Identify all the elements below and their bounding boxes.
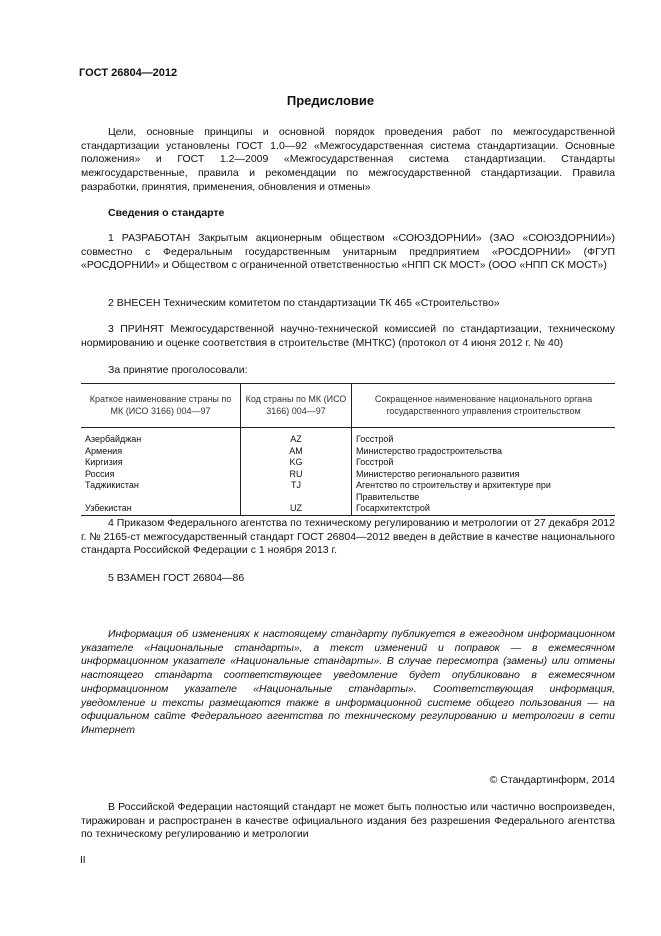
table-row: [81, 446, 615, 458]
table-row: [81, 457, 615, 469]
table-cell-code: TJ: [241, 480, 352, 503]
table-cell-code: UZ: [241, 503, 352, 515]
intro-paragraph: Цели, основные принципы и основной порядок проведения работ по межгосударственной стандартизации установлены ГОСТ 1.0—92 «Межгосударственная система стандартизации. Основные положения» и ГОСТ 1.2—2009 «Межгосударственная система стандартизации. Стандарты межгосударственные, правила и рекомендации по межгосударственной стандартизации. Правила разработки, принятия, применения, обновления и отмены»: [81, 126, 615, 193]
info-note-paragraph: Информация об изменениях к настоящему стандарту публикуется в ежегодном информационном указателе «Национальные стандарты», а текст изменений и поправок — в ежемесячном информационном указателе «Национальные стандарты». В случае пересмотра (замены) или отмены настоящего стандарта соответствующее уведомление будет опубликовано в ежемесячном информационном указателе «Национальные стандарты». Соответствующая информация, уведомление и тексты размещаются также в информационной системе общего пользования — на официальном сайте Федерального агентства по техническому регулированию и метрологии в сети Интернет: [81, 628, 615, 736]
item-5-paragraph: 5 ВЗАМЕН ГОСТ 26804—86: [108, 572, 245, 584]
table-cell-body: Агентство по строительству и архитектуре при Правительстве: [356, 480, 551, 502]
table-header-country: Краткое наименование страны по МК (ИСО 3166) 004—97: [89, 394, 232, 416]
section-heading: Сведения о стандарте: [108, 207, 225, 219]
table-cell-code: AM: [241, 446, 352, 458]
vote-label: За принятие проголосовали:: [108, 364, 248, 376]
table-header-body: Сокращенное наименование национального органа государственного управления строительством: [374, 394, 593, 416]
page-number: II: [80, 855, 86, 866]
table-header-row: [81, 384, 615, 428]
reproduction-notice: В Российской Федерации настоящий стандарт не может быть полностью или частично воспроизведен, тиражирован и распространен в качестве официального издания без разрешения Федерального агентства по техническому регулированию и метрологии: [81, 801, 615, 841]
item-2-paragraph: 2 ВНЕСЕН Техническим комитетом по стандартизации ТК 465 «Строительство»: [108, 297, 500, 309]
item-3-paragraph: 3 ПРИНЯТ Межгосударственной научно-технической комиссией по стандартизации, техническому нормированию и оценке соответствия в строительстве (МНТКС) (протокол от 4 июня 2012 г. № 40): [81, 323, 615, 349]
table-cell-body: Министерство регионального развития: [356, 468, 520, 479]
copyright-notice: © Стандартинформ, 2014: [489, 774, 615, 786]
item-1-paragraph: 1 РАЗРАБОТАН Закрытым акционерным обществом «СОЮЗДОРНИИ» (ЗАО «СОЮЗДОРНИИ») совместно с Федеральным государственным унитарным предприятием «РОСДОРНИИ» (ФГУП «РОСДОРНИИ» и Обществом с ограниченной ответственностью «НПП СК МОСТ» (ООО «НПП СК МОСТ»): [81, 232, 615, 272]
table-cell-country: Киргизия: [85, 457, 123, 467]
table-cell-body: Министерство градостроительства: [356, 445, 503, 456]
table-cell-country: Таджикистан: [85, 480, 139, 490]
table-cell-code: RU: [241, 469, 352, 481]
table-row: [81, 480, 615, 503]
table-row: [81, 469, 615, 481]
table-cell-country: Армения: [85, 445, 123, 456]
table-header-code: Код страны по МК (ИСО 3166) 004—97: [241, 384, 352, 428]
table-cell-country: Россия: [85, 468, 115, 479]
page-title: Предисловие: [286, 93, 375, 108]
table-cell-code: KG: [241, 457, 352, 469]
table-cell-body: Госстрой: [356, 457, 394, 467]
document-header-id: ГОСТ 26804—2012: [79, 67, 178, 79]
table-cell-code: AZ: [241, 428, 352, 446]
table-cell-country: Узбекистан: [85, 503, 132, 513]
table-cell-body: Госстрой: [356, 434, 394, 444]
item-4-paragraph: 4 Приказом Федерального агентства по техническому регулированию и метрологии от 27 декабря 2012 г. № 2165-ст межгосударственный стандарт ГОСТ 26804—2012 введен в действие в качестве национального стандарта Российской Федерации с 1 ноября 2013 г.: [81, 517, 615, 557]
table-row: [81, 503, 615, 515]
voting-countries-table: [81, 383, 615, 516]
table-cell-body: Госархитектстрой: [356, 503, 430, 513]
table-cell-country: Азербайджан: [85, 434, 142, 444]
table-row: [81, 428, 615, 446]
